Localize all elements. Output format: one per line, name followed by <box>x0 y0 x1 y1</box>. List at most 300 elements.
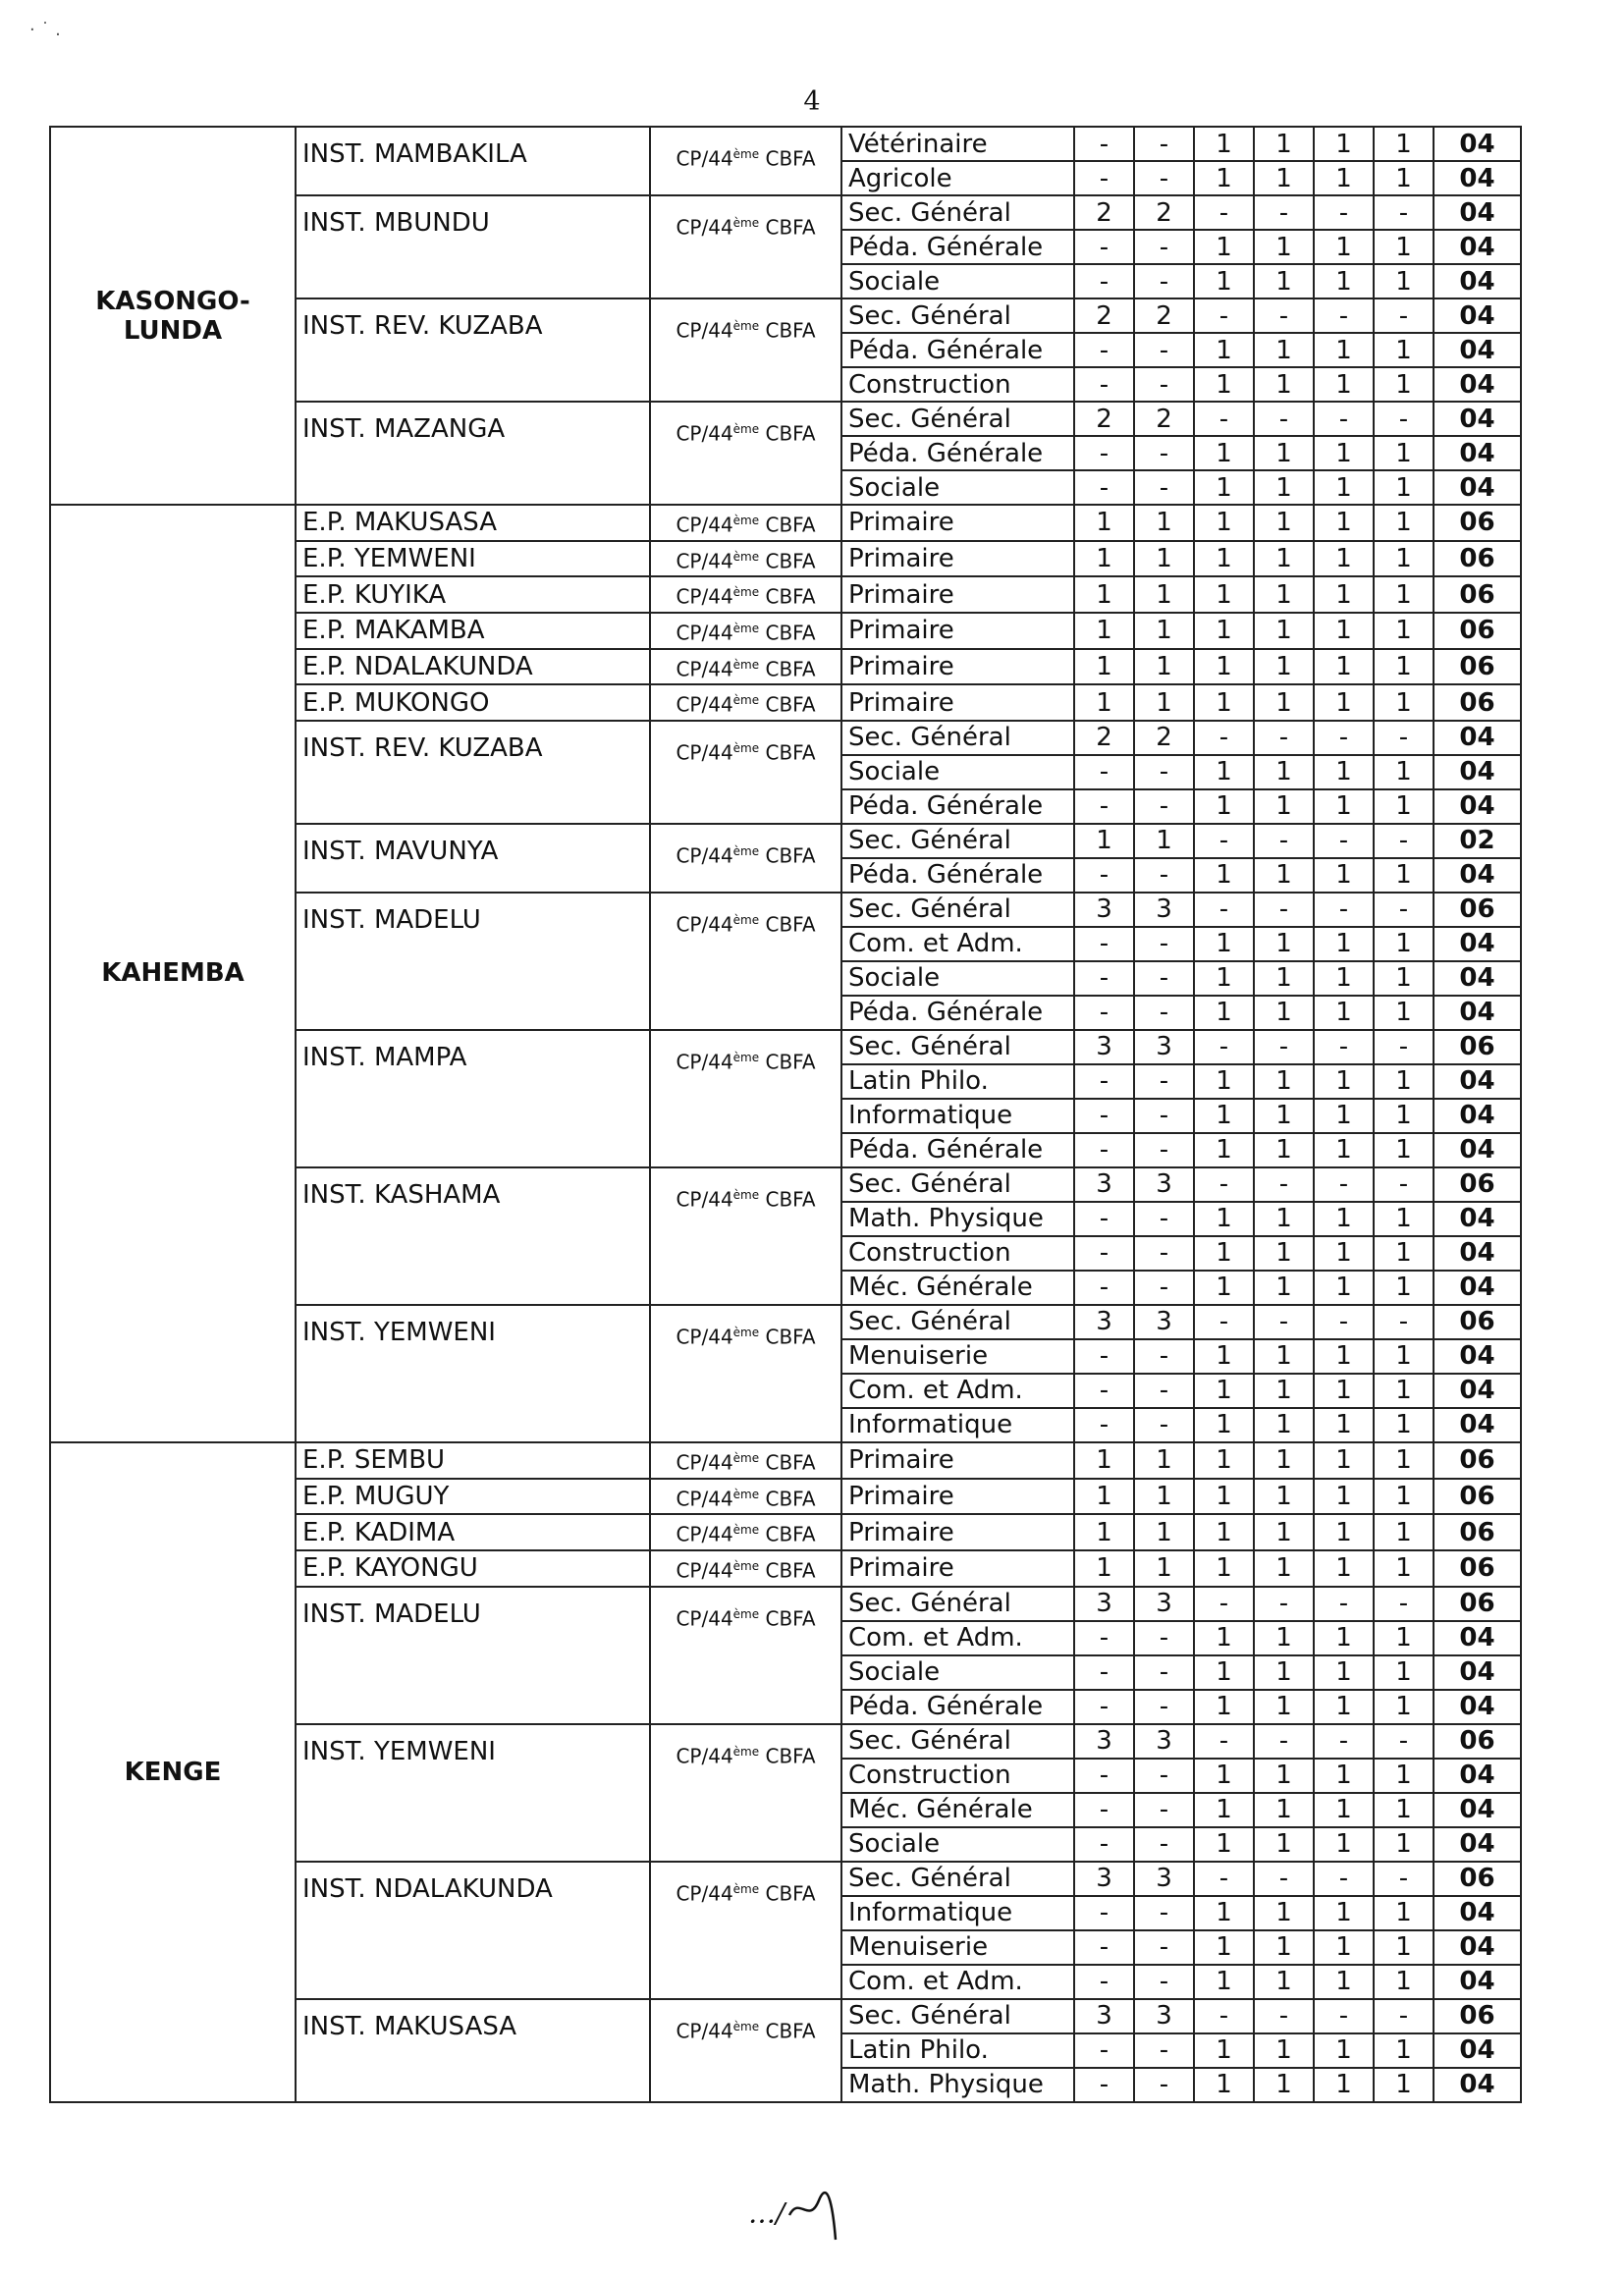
grade-count: - <box>1074 1965 1134 1999</box>
school-name: INST. REV. KUZABA <box>296 721 650 824</box>
grade-count: 1 <box>1194 127 1254 161</box>
grade-count: - <box>1254 1999 1314 2033</box>
grade-count: 1 <box>1374 1339 1434 1374</box>
grade-count: - <box>1314 1999 1374 2033</box>
grade-count: 1 <box>1254 1133 1314 1167</box>
section-name: Vétérinaire <box>841 127 1074 161</box>
grade-count: 1 <box>1314 1236 1374 1271</box>
grade-count: - <box>1374 1305 1434 1339</box>
grade-count: 1 <box>1254 1621 1314 1655</box>
grade-count: - <box>1254 1724 1314 1759</box>
grade-count: 1 <box>1074 1514 1134 1550</box>
form-label: CP/44ème CBFA <box>650 505 841 541</box>
form-label: CP/44ème CBFA <box>650 1550 841 1587</box>
grade-count: - <box>1314 824 1374 858</box>
form-label: CP/44ème CBFA <box>650 1479 841 1515</box>
section-name: Primaire <box>841 1442 1074 1479</box>
grade-count: 1 <box>1314 961 1374 996</box>
section-name: Math. Physique <box>841 1202 1074 1236</box>
grade-count: - <box>1134 1271 1194 1305</box>
section-name: Sec. Général <box>841 824 1074 858</box>
grade-count: 1 <box>1254 961 1314 996</box>
grade-count: 1 <box>1314 1965 1374 1999</box>
grade-count: 1 <box>1254 858 1314 893</box>
grade-count: 1 <box>1194 2068 1254 2102</box>
grade-count: 1 <box>1314 1930 1374 1965</box>
row-total: 06 <box>1434 684 1521 721</box>
allocation-table <box>49 126 1522 2103</box>
grade-count: - <box>1134 996 1194 1030</box>
grade-count: 3 <box>1074 1724 1134 1759</box>
grade-count: 3 <box>1134 1724 1194 1759</box>
grade-count: 1 <box>1374 367 1434 402</box>
grade-count: 1 <box>1074 824 1134 858</box>
grade-count: 1 <box>1254 1202 1314 1236</box>
grade-count: 1 <box>1314 264 1374 298</box>
grade-count: 1 <box>1134 1514 1194 1550</box>
school-name: INST. MAMBAKILA <box>296 127 650 195</box>
row-total: 04 <box>1434 230 1521 264</box>
grade-count: 1 <box>1314 367 1374 402</box>
section-name: Primaire <box>841 1514 1074 1550</box>
grade-count: 1 <box>1374 1655 1434 1690</box>
grade-count: 1 <box>1254 2068 1314 2102</box>
grade-count: - <box>1254 721 1314 755</box>
grade-count: - <box>1134 1965 1194 1999</box>
row-total: 04 <box>1434 161 1521 195</box>
form-label: CP/44ème CBFA <box>650 893 841 1030</box>
section-name: Primaire <box>841 1479 1074 1515</box>
section-name: Primaire <box>841 576 1074 613</box>
grade-count: 1 <box>1314 576 1374 613</box>
grade-count: 1 <box>1374 470 1434 505</box>
grade-count: 1 <box>1314 127 1374 161</box>
form-label: CP/44ème CBFA <box>650 1442 841 1479</box>
grade-count: - <box>1134 927 1194 961</box>
table-row <box>50 1442 1521 1479</box>
grade-count: 3 <box>1134 893 1194 927</box>
grade-count: 1 <box>1074 613 1134 649</box>
grade-count: 1 <box>1314 1099 1374 1133</box>
grade-count: 1 <box>1314 613 1374 649</box>
grade-count: 1 <box>1194 996 1254 1030</box>
grade-count: 1 <box>1254 613 1314 649</box>
grade-count: 1 <box>1194 1374 1254 1408</box>
section-name: Sec. Général <box>841 195 1074 230</box>
grade-count: 1 <box>1254 1514 1314 1550</box>
grade-count: - <box>1194 1999 1254 2033</box>
grade-count: - <box>1254 402 1314 436</box>
grade-count: - <box>1074 1621 1134 1655</box>
grade-count: 1 <box>1374 1514 1434 1550</box>
section-name: Péda. Générale <box>841 1133 1074 1167</box>
grade-count: 1 <box>1254 470 1314 505</box>
form-label: CP/44ème CBFA <box>650 1030 841 1167</box>
grade-count: - <box>1134 1099 1194 1133</box>
grade-count: 1 <box>1374 1133 1434 1167</box>
form-label: CP/44ème CBFA <box>650 402 841 505</box>
grade-count: 1 <box>1374 613 1434 649</box>
grade-count: 1 <box>1194 1514 1254 1550</box>
grade-count: 1 <box>1314 1690 1374 1724</box>
section-name: Sec. Général <box>841 402 1074 436</box>
grade-count: 3 <box>1074 1587 1134 1621</box>
grade-count: 1 <box>1194 613 1254 649</box>
row-total: 06 <box>1434 1550 1521 1587</box>
grade-count: 1 <box>1314 1064 1374 1099</box>
form-label: CP/44ème CBFA <box>650 613 841 649</box>
row-total: 06 <box>1434 505 1521 541</box>
grade-count: - <box>1074 1690 1134 1724</box>
section-name: Primaire <box>841 613 1074 649</box>
grade-count: - <box>1074 1339 1134 1374</box>
form-label: CP/44ème CBFA <box>650 1305 841 1442</box>
grade-count: 1 <box>1194 1621 1254 1655</box>
grade-count: - <box>1194 721 1254 755</box>
grade-count: 1 <box>1254 755 1314 789</box>
grade-count: - <box>1374 721 1434 755</box>
grade-count: - <box>1134 1133 1194 1167</box>
school-name: E.P. KUYIKA <box>296 576 650 613</box>
grade-count: 1 <box>1374 1965 1434 1999</box>
grade-count: 2 <box>1074 402 1134 436</box>
grade-count: 1 <box>1314 927 1374 961</box>
grade-count: 1 <box>1314 505 1374 541</box>
section-name: Menuiserie <box>841 1930 1074 1965</box>
grade-count: - <box>1074 470 1134 505</box>
row-total: 04 <box>1434 298 1521 333</box>
section-name: Informatique <box>841 1408 1074 1442</box>
grade-count: - <box>1254 824 1314 858</box>
grade-count: - <box>1134 1408 1194 1442</box>
grade-count: - <box>1134 367 1194 402</box>
grade-count: 1 <box>1314 1896 1374 1930</box>
grade-count: 1 <box>1194 161 1254 195</box>
grade-count: - <box>1074 1133 1134 1167</box>
row-total: 06 <box>1434 1030 1521 1064</box>
grade-count: - <box>1074 1759 1134 1793</box>
grade-count: - <box>1314 195 1374 230</box>
grade-count: 1 <box>1254 436 1314 470</box>
grade-count: 1 <box>1314 1759 1374 1793</box>
grade-count: 1 <box>1314 1827 1374 1862</box>
section-name: Méc. Générale <box>841 1271 1074 1305</box>
grade-count: - <box>1074 755 1134 789</box>
grade-count: 1 <box>1194 1965 1254 1999</box>
row-total: 04 <box>1434 721 1521 755</box>
row-total: 06 <box>1434 541 1521 577</box>
section-name: Informatique <box>841 1896 1074 1930</box>
grade-count: - <box>1374 824 1434 858</box>
grade-count: 1 <box>1254 1759 1314 1793</box>
school-name: INST. MBUNDU <box>296 195 650 298</box>
grade-count: - <box>1374 1030 1434 1064</box>
grade-count: - <box>1074 1930 1134 1965</box>
section-name: Construction <box>841 367 1074 402</box>
grade-count: 1 <box>1134 684 1194 721</box>
grade-count: - <box>1134 755 1194 789</box>
grade-count: - <box>1074 1793 1134 1827</box>
grade-count: 1 <box>1254 1827 1314 1862</box>
grade-count: 1 <box>1374 1202 1434 1236</box>
school-name: INST. YEMWENI <box>296 1724 650 1862</box>
grade-count: 1 <box>1194 927 1254 961</box>
grade-count: 3 <box>1134 1862 1194 1896</box>
row-total: 04 <box>1434 1690 1521 1724</box>
grade-count: 1 <box>1314 1202 1374 1236</box>
grade-count: 1 <box>1314 1442 1374 1479</box>
grade-count: 1 <box>1254 161 1314 195</box>
grade-count: 1 <box>1374 1408 1434 1442</box>
row-total: 04 <box>1434 1099 1521 1133</box>
row-total: 06 <box>1434 1479 1521 1515</box>
grade-count: 1 <box>1074 649 1134 685</box>
grade-count: - <box>1134 1930 1194 1965</box>
grade-count: 1 <box>1314 1793 1374 1827</box>
grade-count: - <box>1194 1862 1254 1896</box>
section-name: Primaire <box>841 541 1074 577</box>
territory-cell: KASONGO- LUNDA <box>50 127 296 505</box>
grade-count: 1 <box>1194 858 1254 893</box>
grade-count: - <box>1254 1167 1314 1202</box>
grade-count: - <box>1074 961 1134 996</box>
page-number: 4 <box>803 86 821 117</box>
grade-count: - <box>1314 1862 1374 1896</box>
grade-count: 1 <box>1194 1099 1254 1133</box>
grade-count: 1 <box>1194 1550 1254 1587</box>
section-name: Sec. Général <box>841 298 1074 333</box>
grade-count: - <box>1074 927 1134 961</box>
section-name: Sociale <box>841 470 1074 505</box>
grade-count: 1 <box>1314 2068 1374 2102</box>
grade-count: 1 <box>1194 576 1254 613</box>
footer-continuation-mark: …/ <box>748 2186 843 2245</box>
section-name: Sociale <box>841 1827 1074 1862</box>
section-name: Péda. Générale <box>841 858 1074 893</box>
form-label: CP/44ème CBFA <box>650 824 841 893</box>
grade-count: 1 <box>1194 961 1254 996</box>
grade-count: 1 <box>1374 230 1434 264</box>
grade-count: 1 <box>1314 161 1374 195</box>
grade-count: 1 <box>1314 1339 1374 1374</box>
section-name: Construction <box>841 1236 1074 1271</box>
grade-count: 2 <box>1134 298 1194 333</box>
section-name: Construction <box>841 1759 1074 1793</box>
row-total: 06 <box>1434 1724 1521 1759</box>
grade-count: 1 <box>1254 1479 1314 1515</box>
section-name: Math. Physique <box>841 2068 1074 2102</box>
section-name: Informatique <box>841 1099 1074 1133</box>
grade-count: - <box>1074 1236 1134 1271</box>
grade-count: 3 <box>1074 1999 1134 2033</box>
school-name: E.P. NDALAKUNDA <box>296 649 650 685</box>
grade-count: - <box>1314 1030 1374 1064</box>
school-name: INST. MAVUNYA <box>296 824 650 893</box>
grade-count: - <box>1134 470 1194 505</box>
grade-count: 1 <box>1254 1374 1314 1408</box>
school-name: E.P. MUGUY <box>296 1479 650 1515</box>
grade-count: 1 <box>1194 649 1254 685</box>
section-name: Sec. Général <box>841 1999 1074 2033</box>
section-name: Sec. Général <box>841 1587 1074 1621</box>
grade-count: - <box>1254 298 1314 333</box>
grade-count: - <box>1194 1587 1254 1621</box>
form-label: CP/44ème CBFA <box>650 1514 841 1550</box>
grade-count: 1 <box>1374 1896 1434 1930</box>
grade-count: 1 <box>1254 927 1314 961</box>
grade-count: 2 <box>1074 298 1134 333</box>
form-label: CP/44ème CBFA <box>650 1587 841 1724</box>
grade-count: - <box>1134 1621 1194 1655</box>
row-total: 04 <box>1434 996 1521 1030</box>
grade-count: 1 <box>1314 470 1374 505</box>
grade-count: - <box>1074 1374 1134 1408</box>
territory-cell: KAHEMBA <box>50 505 296 1442</box>
row-total: 04 <box>1434 195 1521 230</box>
row-total: 02 <box>1434 824 1521 858</box>
grade-count: 1 <box>1134 505 1194 541</box>
row-total: 04 <box>1434 1827 1521 1862</box>
section-name: Primaire <box>841 1550 1074 1587</box>
grade-count: - <box>1254 195 1314 230</box>
grade-count: 3 <box>1074 1030 1134 1064</box>
grade-count: 1 <box>1134 576 1194 613</box>
grade-count: 1 <box>1254 1690 1314 1724</box>
school-name: E.P. SEMBU <box>296 1442 650 1479</box>
grade-count: 1 <box>1194 1793 1254 1827</box>
school-name: INST. MADELU <box>296 1587 650 1724</box>
grade-count: - <box>1134 2068 1194 2102</box>
grade-count: 1 <box>1194 541 1254 577</box>
grade-count: 1 <box>1134 649 1194 685</box>
section-name: Latin Philo. <box>841 1064 1074 1099</box>
grade-count: 1 <box>1314 436 1374 470</box>
grade-count: 1 <box>1254 1550 1314 1587</box>
grade-count: 1 <box>1194 333 1254 367</box>
grade-count: 1 <box>1254 1655 1314 1690</box>
grade-count: - <box>1134 127 1194 161</box>
grade-count: 3 <box>1074 1305 1134 1339</box>
grade-count: - <box>1374 298 1434 333</box>
form-label: CP/44ème CBFA <box>650 298 841 402</box>
grade-count: 1 <box>1194 684 1254 721</box>
row-total: 06 <box>1434 649 1521 685</box>
grade-count: - <box>1374 1587 1434 1621</box>
grade-count: 1 <box>1194 1690 1254 1724</box>
grade-count: 1 <box>1374 127 1434 161</box>
section-name: Sec. Général <box>841 1305 1074 1339</box>
row-total: 06 <box>1434 1862 1521 1896</box>
section-name: Com. et Adm. <box>841 1374 1074 1408</box>
form-label: CP/44ème CBFA <box>650 721 841 824</box>
grade-count: 1 <box>1194 1442 1254 1479</box>
grade-count: - <box>1074 1896 1134 1930</box>
grade-count: - <box>1134 2033 1194 2068</box>
school-name: INST. MADELU <box>296 893 650 1030</box>
grade-count: 1 <box>1374 1827 1434 1862</box>
grade-count: - <box>1134 1655 1194 1690</box>
grade-count: - <box>1134 230 1194 264</box>
grade-count: 1 <box>1074 541 1134 577</box>
grade-count: - <box>1074 1408 1134 1442</box>
grade-count: 1 <box>1374 996 1434 1030</box>
grade-count: 1 <box>1374 1099 1434 1133</box>
grade-count: - <box>1134 161 1194 195</box>
grade-count: - <box>1134 333 1194 367</box>
grade-count: 1 <box>1374 1374 1434 1408</box>
form-label: CP/44ème CBFA <box>650 649 841 685</box>
grade-count: 1 <box>1374 1690 1434 1724</box>
grade-count: 2 <box>1074 721 1134 755</box>
section-name: Primaire <box>841 684 1074 721</box>
grade-count: 1 <box>1314 541 1374 577</box>
section-name: Sociale <box>841 1655 1074 1690</box>
section-name: Com. et Adm. <box>841 1965 1074 1999</box>
grade-count: - <box>1074 1099 1134 1133</box>
grade-count: 1 <box>1134 824 1194 858</box>
grade-count: 2 <box>1134 721 1194 755</box>
section-name: Méc. Générale <box>841 1793 1074 1827</box>
grade-count: 1 <box>1254 996 1314 1030</box>
grade-count: - <box>1074 858 1134 893</box>
grade-count: - <box>1194 1030 1254 1064</box>
school-name: E.P. MAKUSASA <box>296 505 650 541</box>
grade-count: 1 <box>1254 127 1314 161</box>
section-name: Péda. Générale <box>841 1690 1074 1724</box>
grade-count: 1 <box>1254 541 1314 577</box>
section-name: Péda. Générale <box>841 789 1074 824</box>
grade-count: 1 <box>1194 1655 1254 1690</box>
row-total: 04 <box>1434 436 1521 470</box>
section-name: Sociale <box>841 264 1074 298</box>
grade-count: 3 <box>1074 1862 1134 1896</box>
section-name: Primaire <box>841 649 1074 685</box>
school-name: E.P. MAKAMBA <box>296 613 650 649</box>
grade-count: 1 <box>1074 505 1134 541</box>
grade-count: 1 <box>1374 1271 1434 1305</box>
grade-count: 1 <box>1194 1271 1254 1305</box>
grade-count: 1 <box>1374 505 1434 541</box>
row-total: 06 <box>1434 576 1521 613</box>
grade-count: 1 <box>1374 436 1434 470</box>
grade-count: - <box>1134 1374 1194 1408</box>
grade-count: - <box>1194 1305 1254 1339</box>
row-total: 04 <box>1434 1793 1521 1827</box>
grade-count: 1 <box>1374 576 1434 613</box>
grade-count: 1 <box>1314 1621 1374 1655</box>
row-total: 04 <box>1434 2033 1521 2068</box>
row-total: 04 <box>1434 1133 1521 1167</box>
school-name: INST. MAMPA <box>296 1030 650 1167</box>
grade-count: - <box>1314 1724 1374 1759</box>
grade-count: 1 <box>1254 576 1314 613</box>
grade-count: - <box>1314 298 1374 333</box>
grade-count: 1 <box>1254 684 1314 721</box>
row-total: 04 <box>1434 333 1521 367</box>
grade-count: - <box>1194 402 1254 436</box>
grade-count: - <box>1194 298 1254 333</box>
row-total: 04 <box>1434 264 1521 298</box>
grade-count: - <box>1374 1862 1434 1896</box>
grade-count: 1 <box>1194 2033 1254 2068</box>
row-total: 04 <box>1434 402 1521 436</box>
grade-count: 1 <box>1374 755 1434 789</box>
territory-cell: KENGE <box>50 1442 296 2102</box>
grade-count: 1 <box>1374 2033 1434 2068</box>
grade-count: 1 <box>1134 1550 1194 1587</box>
grade-count: 1 <box>1194 1133 1254 1167</box>
grade-count: - <box>1134 1339 1194 1374</box>
